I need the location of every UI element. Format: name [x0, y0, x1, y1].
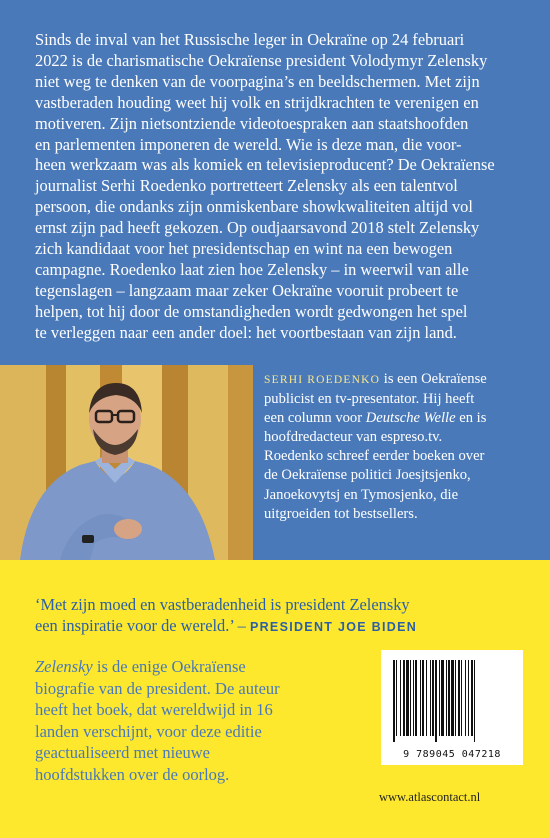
quote-attribution: PRESIDENT JOE BIDEN [249, 620, 418, 634]
barcode-bars [381, 650, 523, 750]
barcode-bar [403, 660, 405, 736]
publisher-website: www.atlascontact.nl [379, 790, 481, 804]
barcode-bar [393, 660, 395, 742]
barcode-bar [410, 660, 411, 736]
isbn-number: 9 789045 047218 [403, 749, 501, 760]
barcode-bar [413, 660, 414, 736]
author-photo [0, 365, 253, 560]
barcode-bar [435, 660, 437, 742]
barcode-bar [422, 660, 424, 736]
author-photo-illustration [0, 365, 253, 560]
quote-text: ‘Met zijn moed en vastberadenheid is president Zelensky een inspiratie voor de wereld.’ [35, 595, 410, 635]
barcode-bar [406, 660, 409, 736]
barcode-bar [420, 660, 421, 736]
barcode-bar [455, 660, 456, 736]
author-bio-part-2: en is hoofdredacteur van espreso.tv. Roedenko schreef eerder boeken over de Oekraïense politici Joesjtsjenko, Janoekovytsj en Tymosjenko, die uitgroeiden tot bestsellers. [264, 410, 487, 522]
barcode-bar [471, 660, 473, 736]
barcode-bar [451, 660, 454, 736]
barcode-bar [432, 660, 434, 736]
barcode-bar [446, 660, 447, 736]
barcode-bar [439, 660, 440, 736]
barcode-bar [468, 660, 469, 736]
barcode-bar [474, 660, 475, 742]
barcode-bar [415, 660, 417, 736]
author-bio-italic: Deutsche Welle [365, 410, 456, 427]
barcode-bar [426, 660, 427, 736]
barcode-icon [381, 650, 523, 765]
barcode-bar [448, 660, 450, 736]
author-bio [264, 370, 534, 524]
author-name: SERHI ROEDENKO [264, 374, 381, 386]
barcode-bar [458, 660, 460, 736]
author-bio-part-1: is een Oekraïense publicist en tv-presentator. Hij heeft een column voor [264, 371, 487, 427]
barcode-bar [465, 660, 466, 736]
quote-dash: – [233, 616, 250, 635]
barcode-bar [396, 660, 397, 736]
back-cover-blurb: Sinds de inval van het Russische leger in Oekraïne op 24 februari 2022 is de charismatische Oekraïense president Volodymyr Zelensky niet weg te denken van de voorpagina’s en beeldschermen. Met zijn vastberaden houding weet hij volk en strijdkrachten te verenigen en motiveren. Zijn nietsontziende videotoespraken aan staatshoofden en parlementen imponeren de wereld. Wie is deze man, die voor- heen werkzaam was als komiek en televisieproducent? De Oekraïense journalist Serhi Roedenko portretteert Zelensky als een talentvol persoon, die ondanks zijn onmiskenbare showkwaliteiten altijd vol ernst zijn pad heeft gekozen. Op oudjaarsavond 2018 stelt Zelensky zich kandidaat voor het presidentschap en wint na een bewogen campagne. Roedenko laat zien hoe Zelensky – in weerwil van alle tegenslagen – langzaam maar zeker Oekraïne vooruit probeert te helpen, tot hij door de omstandigheden wordt gedwongen het spel te verleggen naar een ander doel: het voortbestaan van zijn land. [35, 30, 495, 342]
book-description [35, 656, 335, 786]
book-description-text: is de enige Oekraïense biografie van de president. De auteur heeft het boek, dat wereldwijd in 16 landen verschijnt, voor deze editie geactualiseerd met nieuwe hoofdstukken over de oorlog. [35, 657, 280, 784]
barcode-bar [461, 660, 462, 736]
endorsement-quote [35, 594, 535, 638]
barcode-bar [430, 660, 431, 736]
book-title-italic: Zelensky [35, 657, 93, 676]
barcode-bar [400, 660, 401, 736]
barcode-bar [441, 660, 444, 736]
